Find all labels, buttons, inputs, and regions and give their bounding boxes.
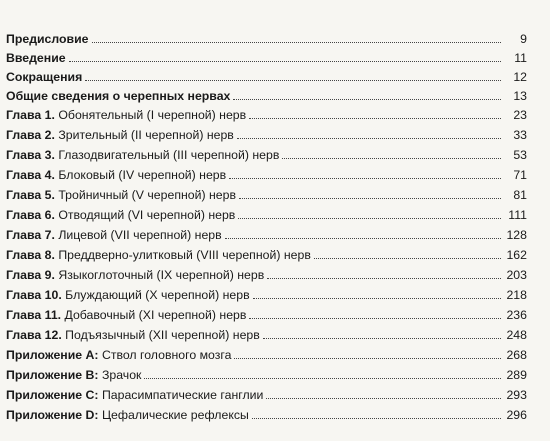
dot-leader (314, 258, 501, 259)
chapter-number: Глава 9. (6, 268, 55, 282)
toc-entry-title: Языкоглоточный (IX черепной) нерв (54, 268, 265, 282)
toc-entry-chapter-7[interactable] (6, 224, 527, 243)
dot-leader (238, 218, 501, 219)
toc-entry-appendix-c[interactable] (6, 384, 527, 403)
chapter-number: Глава 11. (6, 308, 62, 322)
dot-leader (144, 378, 501, 379)
toc-entry-page: 11 (514, 51, 527, 65)
toc-entry-chapter-9[interactable] (6, 264, 527, 283)
toc-entry-title: Обонятельный (I черепной) нерв (54, 108, 247, 122)
dot-leader (266, 398, 501, 399)
toc-entry-page: 248 (506, 328, 527, 342)
chapter-number: Глава 1. (6, 108, 55, 122)
dot-leader (234, 358, 501, 359)
dot-leader (249, 118, 501, 119)
chapter-number: Глава 7. (6, 228, 55, 242)
toc-entry-chapter-6[interactable] (6, 204, 527, 223)
toc-entry-title: Парасимпатические ганглии (98, 388, 264, 402)
toc-entry-title: Лицевой (VII черепной) нерв (54, 228, 222, 242)
toc-entry-page: 218 (506, 288, 527, 302)
dot-leader (252, 418, 501, 419)
toc-entry-title: Зрачок (98, 368, 142, 382)
dot-leader (267, 278, 501, 279)
toc-entry-title: Сокращения (6, 70, 83, 84)
toc-entry-title: Глазодвигательный (III черепной) нерв (54, 148, 280, 162)
toc-entry-page: 128 (506, 228, 527, 242)
dot-leader (249, 318, 501, 319)
chapter-number: Глава 4. (6, 168, 55, 182)
toc-entry[interactable] (6, 47, 527, 66)
toc-entry-chapter-3[interactable] (6, 144, 527, 163)
dot-leader (233, 99, 501, 100)
toc-entry-page: 13 (513, 89, 527, 103)
chapter-number: Глава 12. (6, 328, 62, 342)
toc-entry-page: 81 (513, 188, 527, 202)
toc-entry-page: 111 (508, 208, 527, 222)
chapter-number: Глава 6. (6, 208, 55, 222)
appendix-number: Приложение C: (6, 388, 99, 402)
toc-entry[interactable] (6, 85, 527, 104)
toc-entry-title: Предисловие (6, 32, 89, 46)
dot-leader (229, 178, 501, 179)
dot-leader (239, 198, 501, 199)
toc-entry-title: Общие сведения о черепных нервах (6, 89, 231, 103)
toc-entry-page: 162 (506, 248, 527, 262)
toc-entry-appendix-d[interactable] (6, 404, 527, 423)
toc-entry-title: Преддверно-улитковый (VIII черепной) нерв (54, 248, 311, 262)
dot-leader (92, 42, 501, 43)
toc-entry-title: Ствол головного мозга (98, 348, 232, 362)
toc-entry-page: 203 (506, 268, 527, 282)
toc-entry-title: Добавочный (XI черепной) нерв (61, 308, 247, 322)
toc-entry-page: 12 (513, 70, 527, 84)
chapter-number: Глава 3. (6, 148, 55, 162)
toc-entry-page: 268 (506, 348, 527, 362)
toc-entry-chapter-4[interactable] (6, 164, 527, 183)
appendix-number: Приложение D: (6, 408, 99, 422)
chapter-number: Глава 2. (6, 128, 55, 142)
toc-entry-chapter-8[interactable] (6, 244, 527, 263)
chapter-number: Глава 10. (6, 288, 62, 302)
toc-entry-title: Подъязычный (XII черепной) нерв (61, 328, 260, 342)
chapter-number: Глава 5. (6, 188, 55, 202)
toc-entry-chapter-11[interactable] (6, 304, 527, 323)
appendix-number: Приложение B: (6, 368, 99, 382)
toc-entry-page: 53 (513, 148, 527, 162)
toc-entry-page: 296 (506, 408, 527, 422)
dot-leader (85, 80, 501, 81)
toc-entry-page: 289 (506, 368, 527, 382)
toc-entry-title: Цефалические рефлексы (98, 408, 249, 422)
chapter-number: Глава 8. (6, 248, 55, 262)
toc-entry-title: Блуждающий (X черепной) нерв (61, 288, 250, 302)
toc-entry-title: Отводящий (VI черепной) нерв (54, 208, 236, 222)
toc-entry-appendix-a[interactable] (6, 344, 527, 363)
dot-leader (225, 238, 501, 239)
toc-entry-page: 236 (506, 308, 527, 322)
toc-entry[interactable] (6, 28, 527, 47)
toc-entry-title: Тройничный (V черепной) нерв (54, 188, 236, 202)
toc-entry-title: Зрительный (II черепной) нерв (54, 128, 234, 142)
toc-entry-chapter-2[interactable] (6, 124, 527, 143)
toc-entry-chapter-10[interactable] (6, 284, 527, 303)
dot-leader (253, 298, 501, 299)
toc-entry-page: 293 (506, 388, 527, 402)
toc-entry-page: 9 (520, 32, 527, 46)
toc-entry-page: 33 (513, 128, 527, 142)
toc-entry-page: 23 (513, 108, 527, 122)
toc-entry-chapter-12[interactable] (6, 324, 527, 343)
dot-leader (237, 138, 501, 139)
toc-entry-appendix-b[interactable] (6, 364, 527, 383)
toc-entry-chapter-5[interactable] (6, 184, 527, 203)
toc-entry-chapter-1[interactable] (6, 104, 527, 123)
dot-leader (282, 158, 501, 159)
toc-entry-page: 71 (513, 168, 527, 182)
dot-leader (263, 338, 501, 339)
toc-entry-title: Блоковый (IV черепной) нерв (54, 168, 227, 182)
dot-leader (69, 61, 501, 62)
toc-entry-title: Введение (6, 51, 66, 65)
appendix-number: Приложение A: (6, 348, 99, 362)
toc-entry[interactable] (6, 66, 527, 85)
